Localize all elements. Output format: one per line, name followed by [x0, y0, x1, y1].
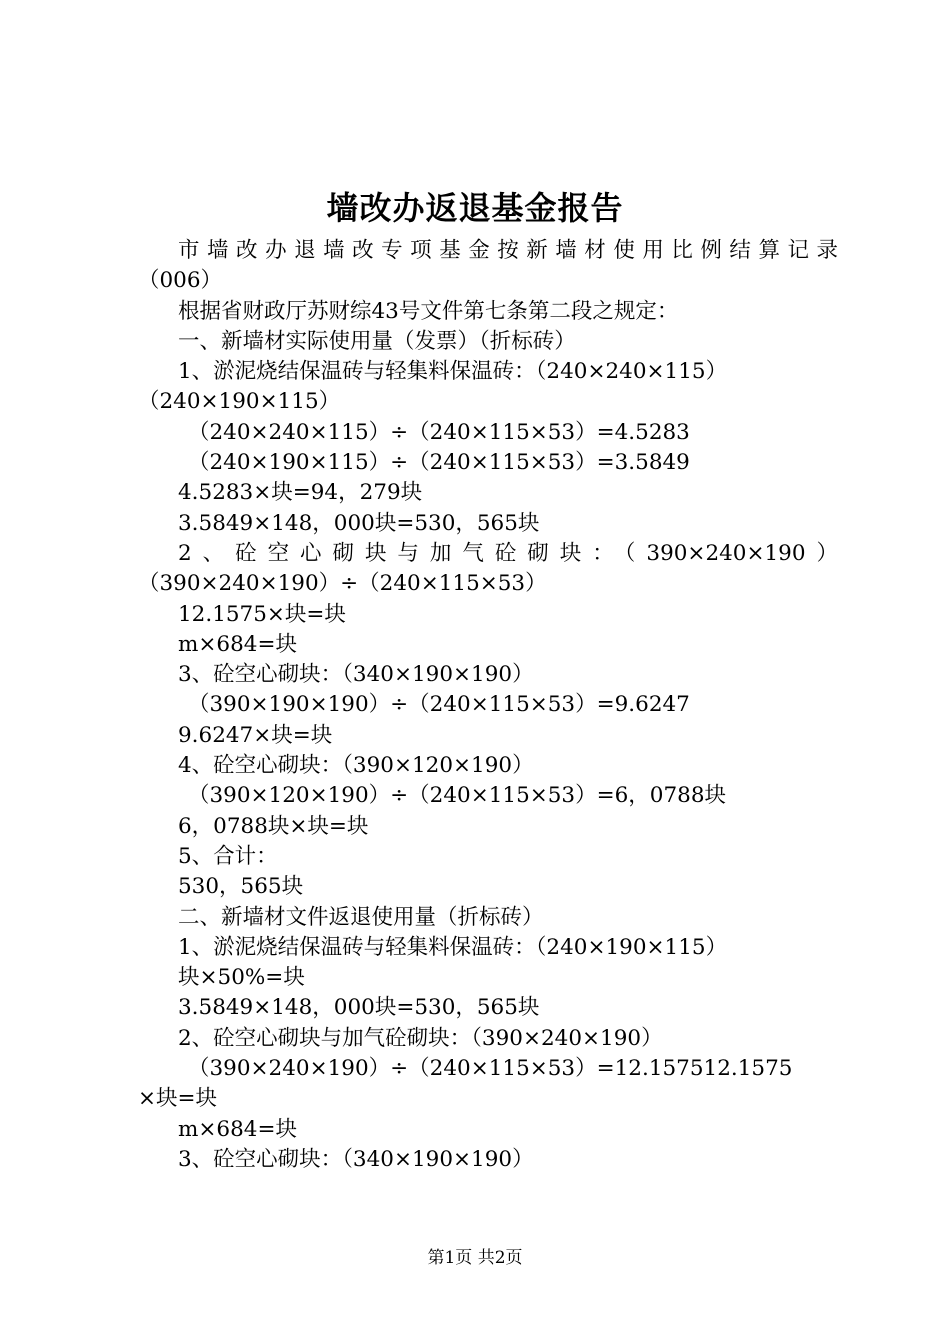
paragraph-line: （240×240×115）÷（240×115×53）=4.5283 [188, 419, 690, 445]
paragraph-line: （390×240×190）÷（240×115×53） [138, 571, 547, 597]
paragraph-line: 3.5849×148，000块=530，565块 [178, 510, 540, 536]
paragraph-line: （390×190×190）÷（240×115×53）=9.6247 [188, 692, 690, 718]
paragraph-line: 3、砼空心砌块：（340×190×190） [178, 1146, 534, 1172]
paragraph-line: 一、新墙材实际使用量（发票）（折标砖） [178, 328, 576, 354]
paragraph-line: 2、砼空心砌块与加气砼砌块：（390×240×190） [178, 540, 838, 566]
paragraph-line: 2、砼空心砌块与加气砼砌块：（390×240×190） [178, 1025, 663, 1051]
paragraph-line: 3.5849×148，000块=530，565块 [178, 995, 540, 1021]
paragraph-line: m×684=块 [178, 1116, 297, 1142]
paragraph-line: ×块=块 [138, 1086, 218, 1112]
document-body [138, 236, 838, 1175]
paragraph-line: 1、淤泥烧结保温砖与轻集料保温砖：（240×240×115） [178, 359, 728, 385]
paragraph-line: （390×240×190）÷（240×115×53）=12.157512.1575 [188, 1056, 793, 1082]
paragraph-line: 市墙改办退墙改专项基金按新墙材使用比例结算记录 [178, 238, 838, 263]
paragraph-line: （390×120×190）÷（240×115×53）=6，0788块 [188, 783, 727, 809]
paragraph-line: 4.5283×块=94，279块 [178, 480, 423, 506]
paragraph-line: 块×50%=块 [178, 965, 305, 991]
paragraph-line: 1、淤泥烧结保温砖与轻集料保温砖：（240×190×115） [178, 934, 728, 960]
paragraph-line: （240×190×115）÷（240×115×53）=3.5849 [188, 450, 690, 476]
paragraph-line: 9.6247×块=块 [178, 722, 333, 748]
paragraph-line: （240×190×115） [138, 389, 341, 415]
paragraph-line: 4、砼空心砌块：（390×120×190） [178, 753, 534, 779]
page-footer: 第1页 共2页 [427, 1248, 523, 1268]
paragraph-line: m×684=块 [178, 631, 297, 657]
paragraph-line: 12.1575×块=块 [178, 601, 346, 627]
paragraph-line: 3、砼空心砌块：（340×190×190） [178, 662, 534, 688]
paragraph-line: 根据省财政厅苏财综43号文件第七条第二段之规定： [178, 298, 679, 324]
paragraph-line: 二、新墙材文件返退使用量（折标砖） [178, 904, 544, 930]
paragraph-line: 5、合计： [178, 843, 278, 869]
paragraph-line: （006） [138, 268, 223, 294]
paragraph-line: 6，0788块×块=块 [178, 813, 369, 839]
document-title: 墙改办返退基金报告 [326, 189, 624, 227]
paragraph-line: 530，565块 [178, 874, 304, 900]
